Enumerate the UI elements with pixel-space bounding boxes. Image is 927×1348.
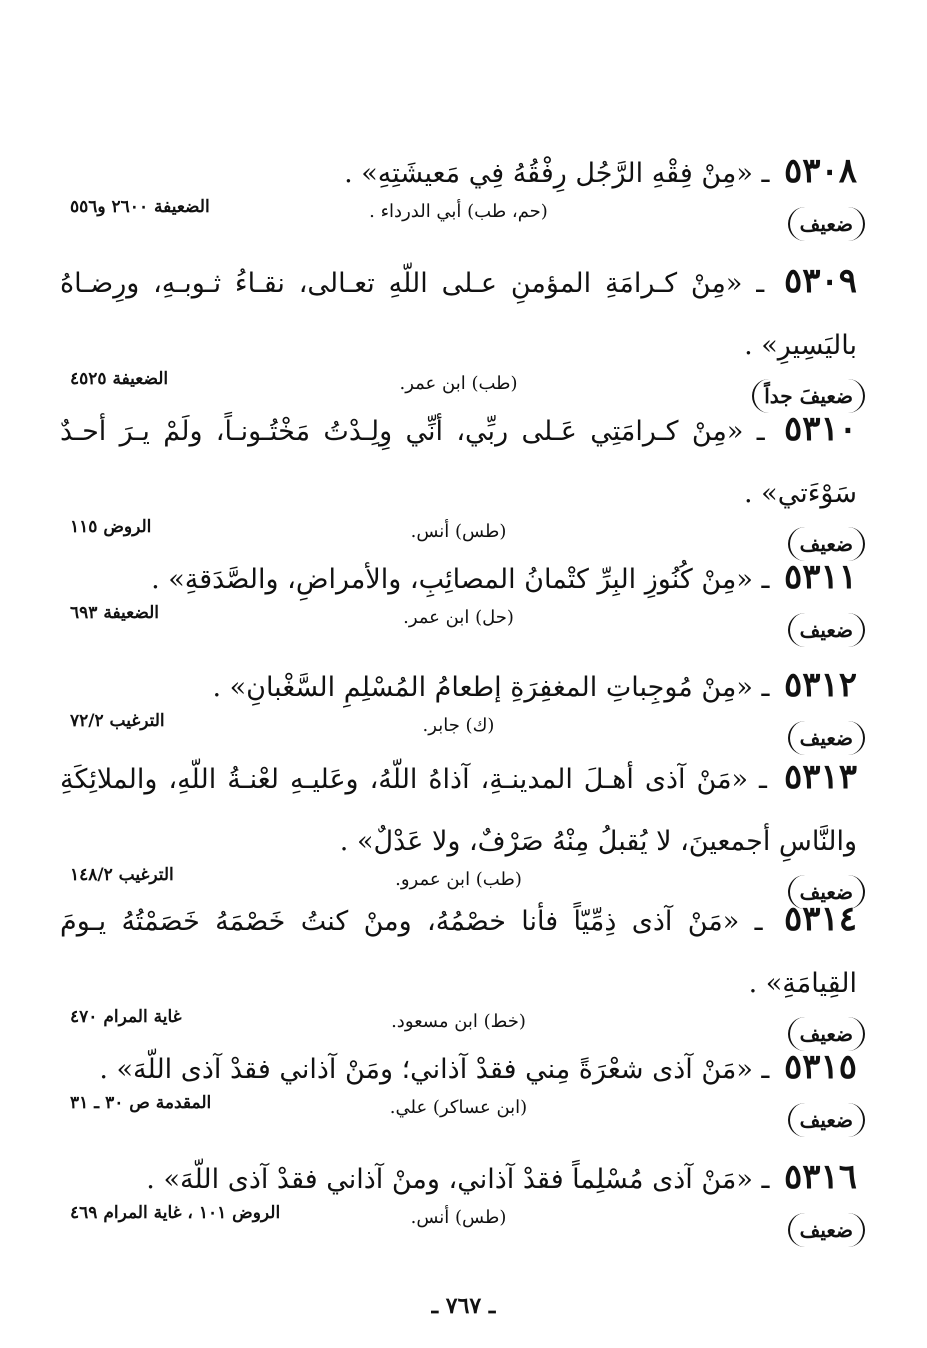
grade-label: ضعيف <box>788 1213 865 1247</box>
hadith-text: ٥٣٠٨ ـ «مِنْ فِقْهِ الرَّجُل رِفْقُهُ فِي مَعيشَتِهِ» . <box>344 151 857 191</box>
grade-label: ضعيف <box>788 1103 865 1137</box>
hadith-text: ٥٣١٣ ـ «مَنْ آذى أهـلَ المدينـةِ، آذاهُ اللّهُ، وعَليـهِ لعْنـةُ اللّهِ، والملائِكَةِ والنَّاسِ أجمعينَ، لا يُقبلُ مِنْهُ صَرْفٌ، ولا عَدْلٌ» . <box>60 757 857 857</box>
source-label: (خط) ابن مسعود. <box>391 1011 526 1032</box>
grade-label: ضعيف <box>788 613 865 647</box>
hadith-entry <box>60 250 857 421</box>
reference-label: الروض ١٠١ ، غاية المرام ٤٦٩ <box>70 1203 281 1223</box>
source-label: (ابن عساكر) علي. <box>389 1097 528 1118</box>
grade-label: ضعيف <box>788 1017 865 1051</box>
hadith-entry <box>60 546 857 655</box>
hadith-meta <box>60 1203 857 1255</box>
hadith-text: ٥٣١٢ ـ «مِنْ مُوجِباتِ المغفِرَةِ إطعامُ المُسْلِمِ السَّغْبانِ» . <box>212 665 857 705</box>
grade-label: ضعيفَ جداً <box>752 379 865 413</box>
source-label: (طس) أنس. <box>410 1207 507 1228</box>
hadith-text: ٥٣٠٩ ـ «مِنْ كـرامَةِ المؤمنِ عـلى اللّهِ تعـالى، نقـاءُ ثـوبـهِ، ورِضـاهُ باليَسِيرِ» . <box>60 261 857 361</box>
hadith-text: ٥٣١١ ـ «مِنْ كُنُوزِ البِرِّ كتْمانُ المصائِبِ، والأمراضِ، والصَّدَقةِ» . <box>151 557 857 597</box>
grade-label: ضعيف <box>788 721 865 755</box>
hadith-entry <box>60 1146 857 1255</box>
reference-label: المقدمة ص ٣٠ ـ ٣١ <box>70 1093 212 1113</box>
source-label: (ك) جابر. <box>422 715 495 736</box>
source-label: (حل) ابن عمر. <box>403 607 514 628</box>
source-label: (طب) ابن عمرو. <box>395 869 522 890</box>
reference-label: الضعيفة ٢٦٠٠ و٥٥٦ <box>70 197 210 217</box>
reference-label: الضعيفة ٤٥٢٥ <box>70 369 169 389</box>
hadith-text: ٥٣١٦ ـ «مَنْ آذى مُسْلِماً فقدْ آذاني، ومنْ آذاني فقدْ آذى اللّهَ» . <box>146 1157 857 1197</box>
hadith-entry <box>60 140 857 249</box>
hadith-text: ٥٣١٥ ـ «مَنْ آذى شعْرَةً مِني فقدْ آذاني؛ ومَنْ آذاني فقدْ آذى اللّهَ» . <box>99 1047 857 1087</box>
reference-label: الروض ١١٥ <box>70 517 152 537</box>
source-label: (طب) ابن عمر. <box>399 373 518 394</box>
reference-label: الترغيب ١٤٨/٢ <box>70 865 174 885</box>
source-label: (طس) أنس. <box>410 521 507 542</box>
reference-label: الضعيفة ٦٩٣ <box>70 603 160 623</box>
hadith-text: ٥٣١٤ ـ «مَنْ آذى ذِمِّيّاً فأنا خصْمُهُ، ومنْ كنتُ خَصْمَهُ خَصَمْتُهُ يـومَ القِيامَةِ» . <box>60 899 857 999</box>
grade-label: ضعيف <box>788 207 865 241</box>
hadith-entry <box>60 1036 857 1145</box>
hadith-entry <box>60 888 857 1059</box>
hadith-meta <box>60 1093 857 1145</box>
hadith-meta <box>60 603 857 655</box>
grade-label: ضعيف <box>788 527 865 561</box>
source-label: (حم، طب) أبي الدرداء . <box>369 201 548 222</box>
reference-label: الترغيب ٧٢/٢ <box>70 711 165 731</box>
reference-label: غاية المرام ٤٧٠ <box>70 1007 182 1027</box>
grade-label: ضعيف <box>788 875 865 909</box>
hadith-text: ٥٣١٠ ـ «مِنْ كـرامَتِي عَـلى ربِّي، أنِّي وِلِـدْتُ مَخْتُـونـاً، ولَمْ يـرَ أحـدٌ سَوْءَتي» . <box>60 409 857 509</box>
page-number: ـ ٧٦٧ ـ <box>431 1293 496 1319</box>
hadith-entry <box>60 398 857 569</box>
hadith-meta <box>60 197 857 249</box>
